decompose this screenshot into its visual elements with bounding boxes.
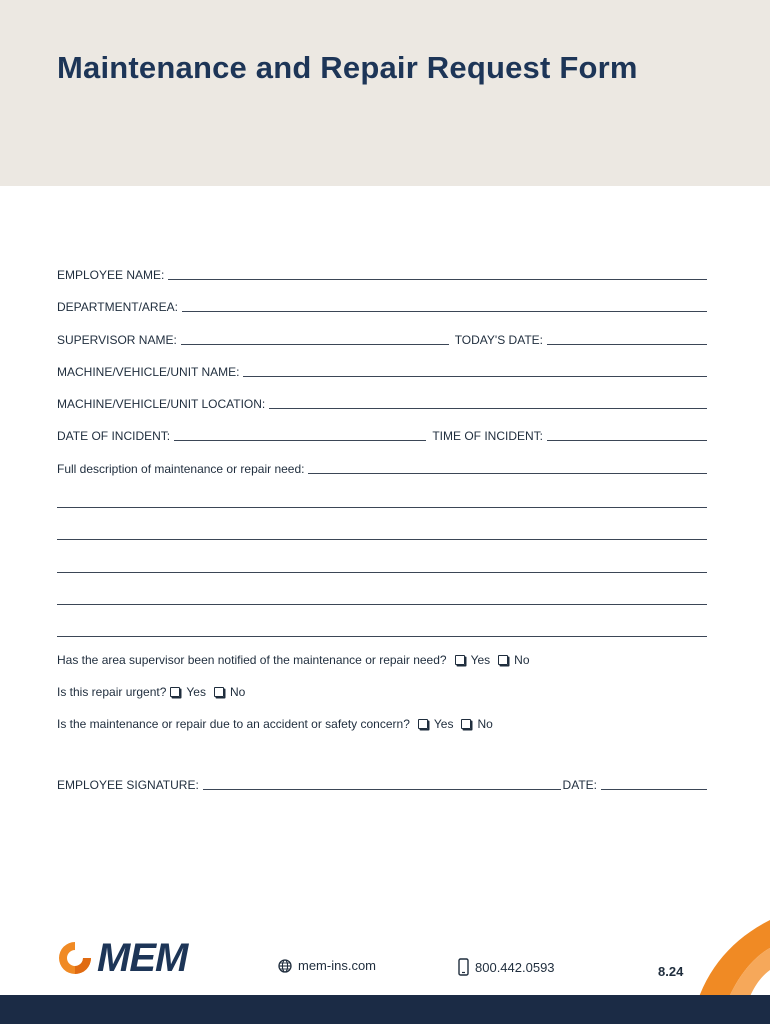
phone-text[interactable]: 800.442.0593 [475,959,555,975]
supervisor-name-field[interactable] [181,332,449,345]
phone-contact[interactable] [458,958,555,976]
incident-row [57,423,707,443]
description-label: Full description of maintenance or repair need: [57,461,305,476]
unit-name-row [57,359,707,379]
yes-label: Yes [470,652,491,667]
department-row [57,294,707,314]
description-field[interactable] [308,461,707,474]
unit-name-field[interactable] [243,364,707,377]
page-title: Maintenance and Repair Request Form [57,50,638,85]
unit-location-row [57,391,707,411]
supervisor-notified-no[interactable] [498,653,529,667]
no-label: No [477,717,493,732]
department-field[interactable] [182,299,707,312]
yes-label: Yes [433,717,454,732]
signature-row [57,772,707,792]
supervisor-notified-yes[interactable] [455,653,491,667]
accident-question [57,714,707,734]
description-line[interactable] [57,617,707,637]
yes-label: Yes [186,684,206,699]
globe-icon [278,959,292,973]
checkbox-icon[interactable] [418,719,428,729]
accident-no[interactable] [461,717,492,731]
description-line[interactable] [57,553,707,573]
footer-band [0,995,770,1024]
time-of-incident-label: TIME OF INCIDENT: [432,429,543,444]
supervisor-notified-label: Has the area supervisor been notified of the maintenance or repair need? [57,652,447,667]
description-line[interactable] [57,488,707,508]
supervisor-row [57,327,707,347]
checkbox-icon[interactable] [214,687,224,697]
urgent-label: Is this repair urgent? [57,684,167,699]
checkbox-icon[interactable] [170,687,180,697]
employee-name-label: EMPLOYEE NAME: [57,268,165,282]
supervisor-name-label: SUPERVISOR NAME: [57,332,177,347]
unit-location-label: MACHINE/VEHICLE/UNIT LOCATION: [57,397,266,412]
no-label: No [229,684,246,699]
logo-text: MEM [97,935,188,980]
employee-signature-field[interactable] [203,777,561,790]
description-row [57,456,707,476]
checkbox-icon[interactable] [461,719,471,729]
header-band [0,0,770,186]
supervisor-notified-question [57,650,707,670]
time-of-incident-field[interactable] [547,428,707,441]
urgent-question [57,682,707,702]
checkbox-icon[interactable] [455,655,465,665]
mem-logo [57,935,188,980]
unit-name-label: MACHINE/VEHICLE/UNIT NAME: [57,364,240,379]
accident-yes[interactable] [418,717,454,731]
todays-date-field[interactable] [547,332,707,345]
date-of-incident-field[interactable] [174,428,426,441]
department-label: DEPARTMENT/AREA: [57,300,178,315]
employee-name-row [57,262,707,282]
request-form [57,262,707,804]
unit-location-field[interactable] [269,396,707,409]
checkbox-icon[interactable] [498,655,508,665]
employee-signature-label: EMPLOYEE SIGNATURE: [57,778,199,793]
urgent-yes[interactable] [170,685,206,699]
description-line[interactable] [57,520,707,540]
website-text[interactable]: mem-ins.com [298,958,377,973]
urgent-no[interactable] [214,685,245,699]
description-line[interactable] [57,585,707,605]
phone-icon [458,958,469,976]
signature-date-field[interactable] [601,777,707,790]
website-contact[interactable] [278,958,376,973]
employee-name-field[interactable] [168,267,707,280]
date-of-incident-label: DATE OF INCIDENT: [57,429,171,444]
logo-swirl-icon [57,938,93,978]
signature-date-label: DATE: [562,778,597,793]
no-label: No [514,652,530,667]
todays-date-label: TODAY'S DATE: [454,332,543,347]
accident-label: Is the maintenance or repair due to an accident or safety concern? [57,717,410,732]
version-number: 8.24 [658,964,684,979]
